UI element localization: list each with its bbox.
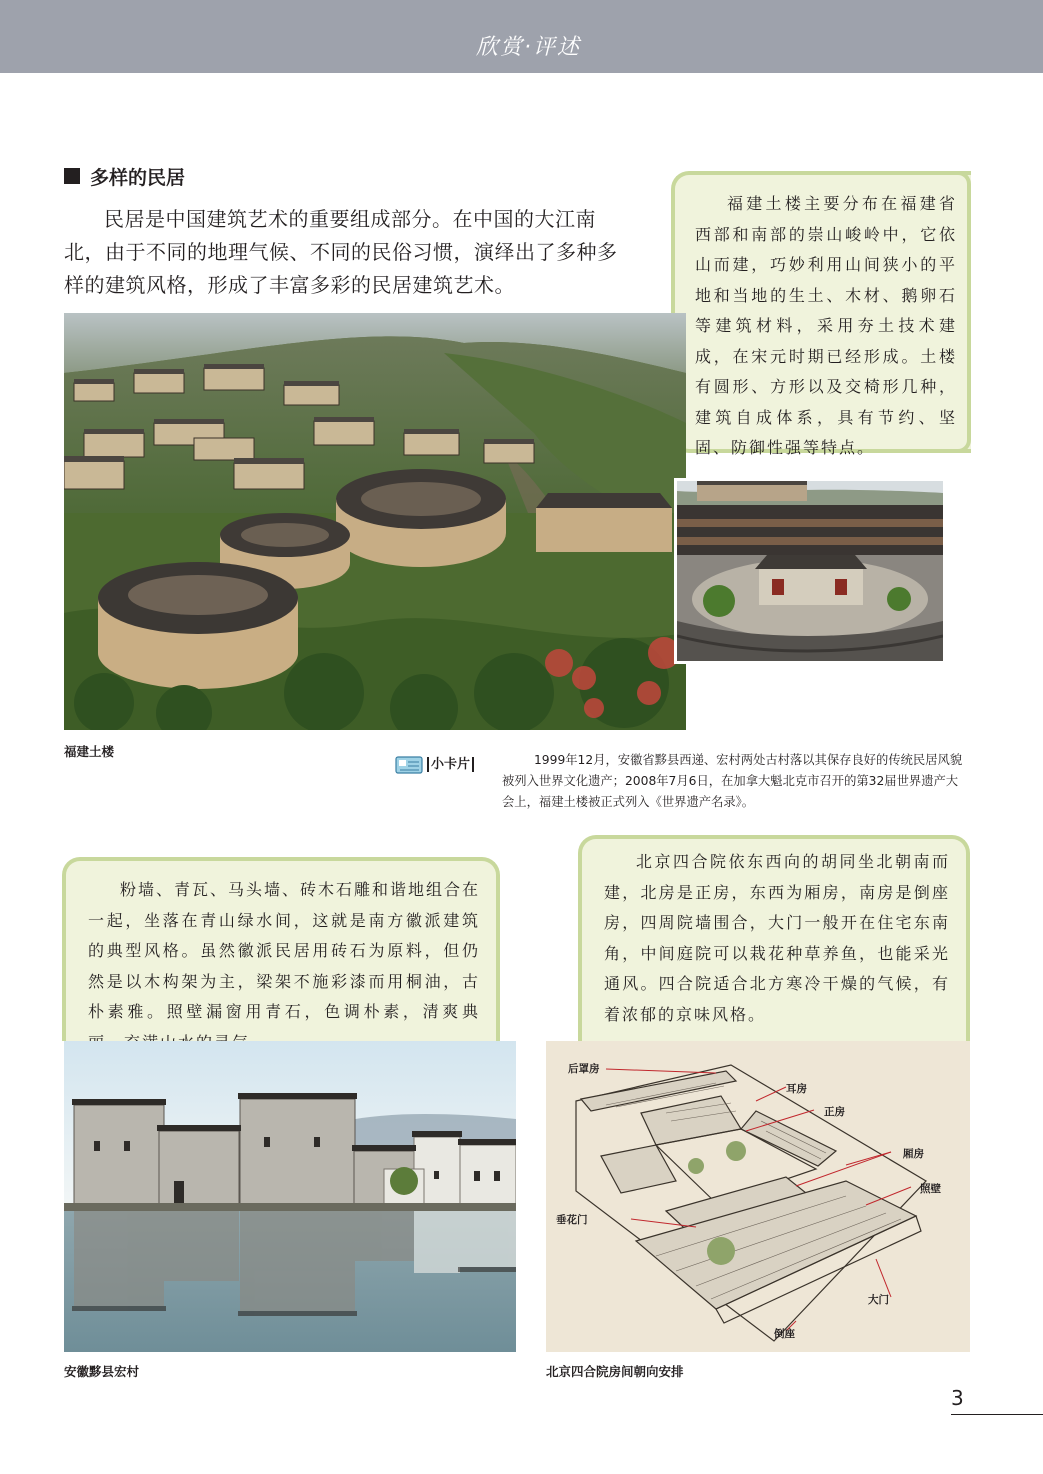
card-text: 1999年12月，安徽省黟县西递、宏村两处古村落以其保存良好的传统民居风貌被列入世界文化遗产；2008年7月6日，在加拿大魁北克市召开的第32届世界遗产大会上，福建土楼被正式列入《世界遗产名录》。 [502,753,963,809]
section-heading [64,162,185,190]
caption-siheyuan: 北京四合院房间朝向安排 [546,1364,684,1379]
label-zhaobi: 照壁 [920,1183,941,1195]
note-box-tulou: 福建土楼主要分布在福建省西部和南部的崇山峻岭中，它依山而建，巧妙利用山间狭小的平地和当地的生土、木材、鹅卵石等建筑材料，采用夯土技术建成，在宋元时期已经形成。土楼有圆形、方形以及交椅形几种，建筑自成体系，具有节约、坚固、防御性强等特点。 [671,171,971,453]
intro-paragraph: 民居是中国建筑艺术的重要组成部分。在中国的大江南北，由于不同的地理气候、不同的民俗习惯，演绎出了多种多样的建筑风格，形成了丰富多彩的民居建筑艺术。 [64,207,618,297]
page-number-rule [951,1414,1043,1415]
label-zhengfang: 正房 [824,1106,845,1118]
note-box-huizhou: 粉墙、青瓦、马头墙、砖木石雕和谐地组合在一起，坐落在青山绿水间，这就是南方徽派建筑的典型风格。虽然徽派民居用砖石为原料，但仍然是以木构架为主，梁架不施彩漆而用桐油，古朴素雅。照壁漏窗用青石，色调朴素，清爽典 [62,857,500,1041]
photo-fujian-tulou [64,313,686,730]
section-title: 多样的民居 [90,166,186,189]
label-damen: 大门 [868,1294,889,1306]
card-label: 小卡片 [427,757,474,772]
small-card-badge [395,752,483,776]
photo-tulou-courtyard [674,478,946,664]
heading-square-icon [64,168,80,184]
page-number: 3 [951,1386,964,1410]
label-erfang: 耳房 [786,1083,807,1095]
caption-hongcun: 安徽黟县宏村 [64,1364,140,1379]
diagram-siheyuan [546,1041,970,1352]
caption-tulou: 福建土楼 [64,744,115,759]
label-chuihuamen: 垂花门 [556,1214,588,1226]
label-daozuo: 倒座 [774,1328,795,1340]
label-xiangfang: 厢房 [903,1148,924,1160]
card-icon [395,754,425,774]
note-box-siheyuan: 北京四合院依东西向的胡同坐北朝南而建，北房是正房，东西为厢房，南房是倒座房，四周院墙围合，大门一般开在住宅东南角，中间庭院可以栽花种草养鱼，也能采光通风。四合院适合北方寒冷干燥的气候，有着浓郁的京味风格。 [578,835,970,1041]
header-title: 欣赏·评述 [476,35,581,60]
photo-hongcun-village [64,1041,516,1352]
note-box-tulou-edge [958,171,971,453]
label-houzhaofang: 后罩房 [568,1063,600,1075]
